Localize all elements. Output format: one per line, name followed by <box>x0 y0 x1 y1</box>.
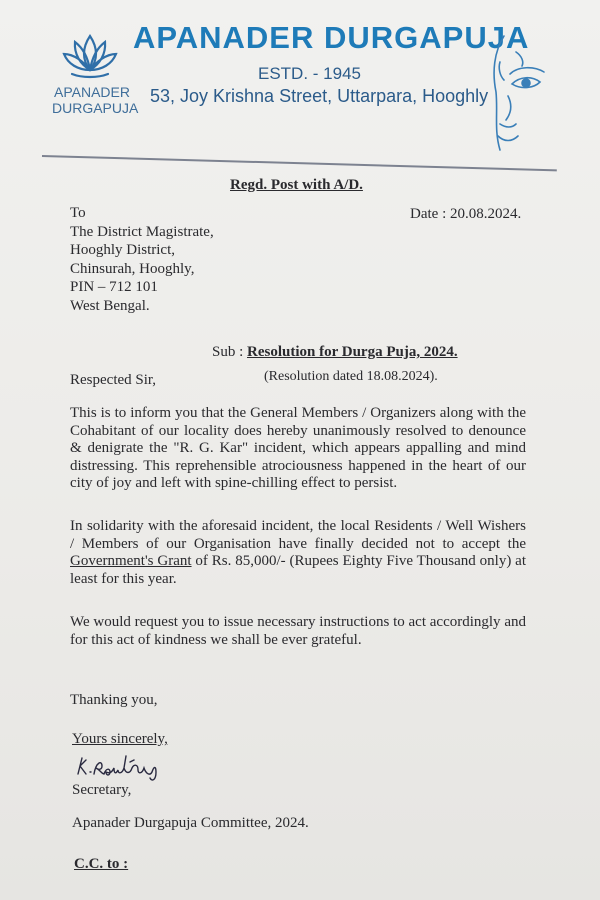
logo-text-line1: APANADER <box>54 84 130 100</box>
letter-date: Date : 20.08.2024. <box>410 206 522 222</box>
logo-text <box>52 84 139 116</box>
header-divider <box>42 155 557 171</box>
government-grant-text: Government's Grant <box>70 553 192 569</box>
dispatch-mode: Regd. Post with A/D. <box>230 177 363 193</box>
subject-line <box>212 344 458 361</box>
durga-face-icon <box>482 32 552 157</box>
thanks-line: Thanking you, <box>70 692 158 708</box>
subject-prefix: Sub : <box>212 344 244 360</box>
cc-label: C.C. to : <box>74 856 129 872</box>
paragraph2-start: In solidarity with the aforesaid incident, the local Residents / Well Wishers / Members of our Organisation have finally decided not to accept the <box>70 518 526 552</box>
paragraph2-end: of Rs. 85,000/- (Rupees Eighty Five Thousand only) at least for this year. <box>70 553 527 587</box>
recipient-line: The District Magistrate, <box>70 223 214 240</box>
body-paragraph-3: We would request you to issue necessary instructions to act accordingly and for this act of kindness we shall be ever grateful. <box>70 614 526 648</box>
letterhead-title: APANADER DURGAPUJA <box>133 20 530 55</box>
body-paragraph-2 <box>70 518 526 588</box>
recipient-line: PIN – 712 101 <box>70 279 158 295</box>
logo-text-line2: DURGAPUJA <box>52 100 139 116</box>
lotus-logo-icon <box>58 30 122 82</box>
body-paragraph-1: This is to inform you that the General Members / Organizers along with the Cohabitant of our locality does hereby unanimously resolved to denounce & denigrate the "R. G. Kar" incident, which appears appalling and mind distressing. This reprehensible atrociousness happened in the heart of our city of joy and left with spine-chilling effect to persist. <box>70 405 526 491</box>
recipient-line: Chinsurah, Hooghly, <box>70 260 195 277</box>
recipient-line: Hooghly District, <box>70 242 175 258</box>
signature <box>72 752 172 782</box>
subject-text: Resolution for Durga Puja, 2024. <box>247 344 458 360</box>
recipient-address <box>70 204 214 315</box>
closing-line: Yours sincerely, <box>72 731 168 747</box>
salutation: Respected Sir, <box>70 372 157 388</box>
letterhead-address: 53, Joy Krishna Street, Uttarpara, Hooghly <box>150 86 489 106</box>
resolution-date: (Resolution dated 18.08.2024). <box>264 369 438 384</box>
signatory-org: Apanader Durgapuja Committee, 2024. <box>72 815 309 831</box>
recipient-to: To <box>70 205 86 221</box>
recipient-line: West Bengal. <box>70 297 150 314</box>
letterhead-established: ESTD. - 1945 <box>258 64 361 83</box>
signatory-title: Secretary, <box>72 782 132 798</box>
